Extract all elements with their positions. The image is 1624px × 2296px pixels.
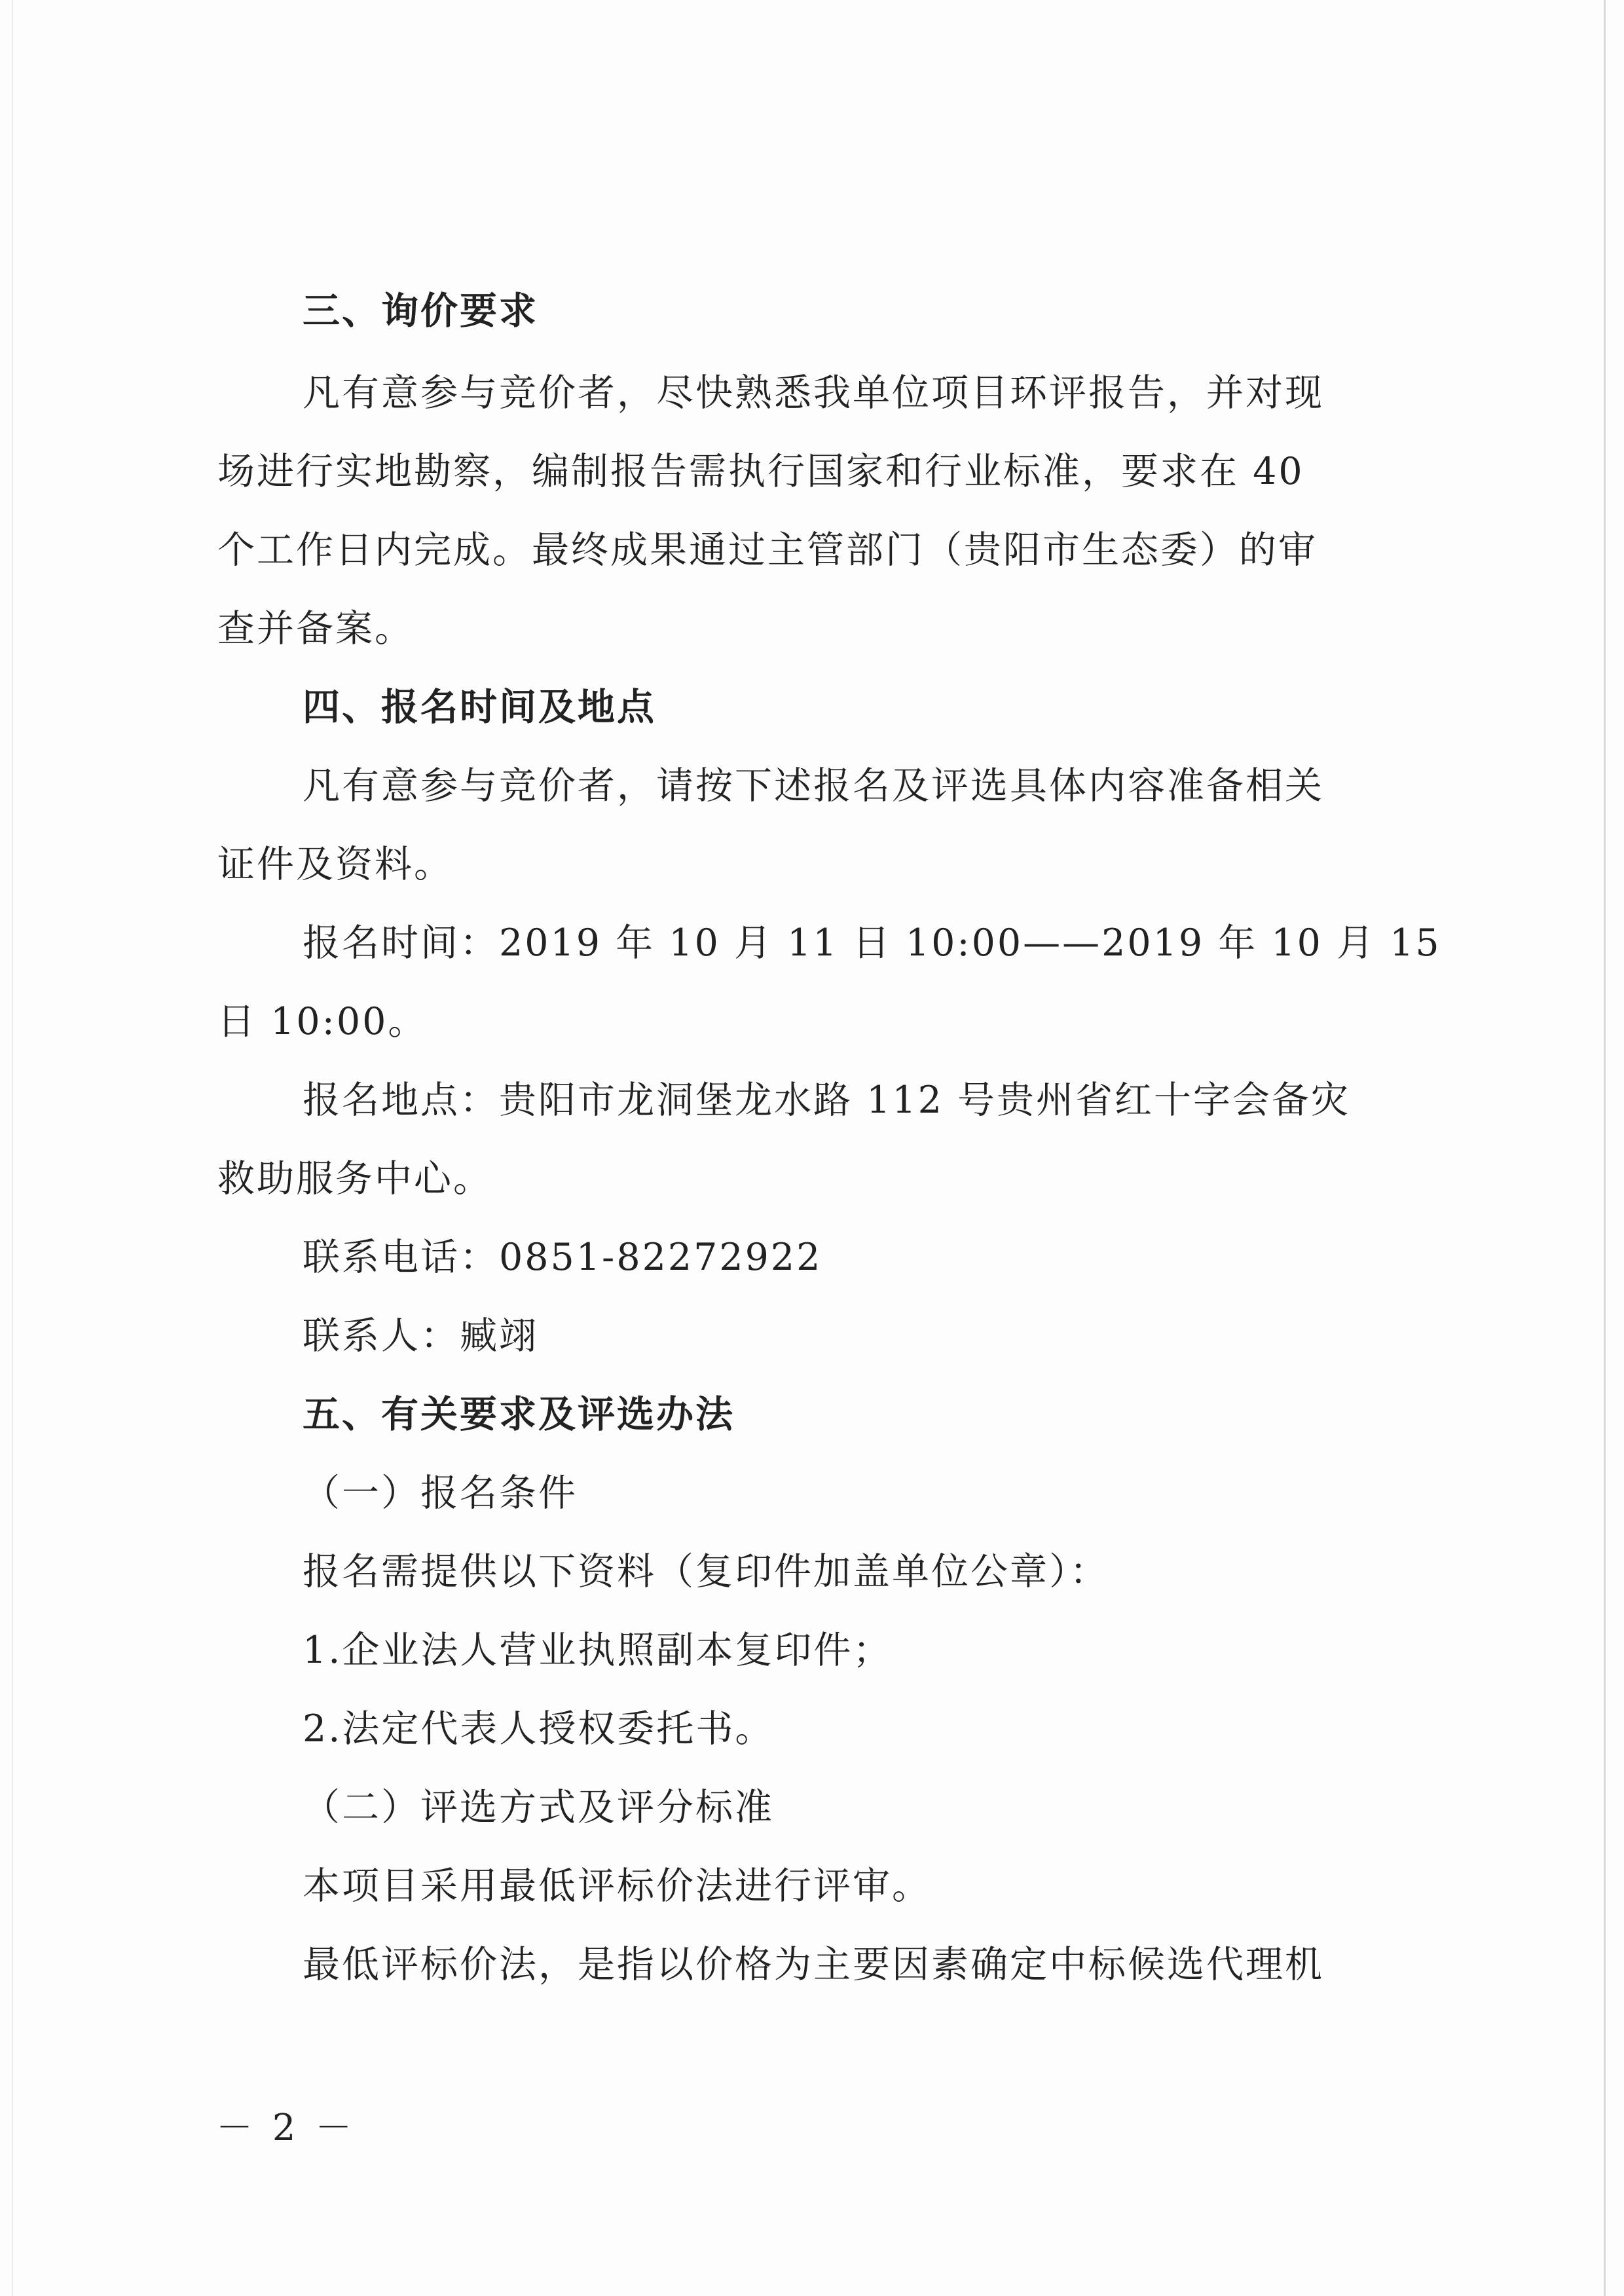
paragraph-line: 救助服务中心。 bbox=[217, 1157, 492, 1200]
registration-place: 报名地点：贵阳市龙洞堡龙水路 112 号贵州省红十字会备灾 bbox=[303, 1079, 1351, 1122]
paragraph-line: 最低评标价法，是指以价格为主要因素确定中标候选代理机 bbox=[303, 1943, 1324, 1986]
scan-edge-left bbox=[12, 0, 13, 2296]
paragraph-line: 证件及资料。 bbox=[217, 843, 453, 886]
list-item: 1.企业法人营业执照副本复印件； bbox=[303, 1629, 893, 1672]
paragraph-line: 凡有意参与竞价者，尽快熟悉我单位项目环评报告，并对现 bbox=[303, 371, 1324, 415]
subsection-heading-registration-conditions: （一）报名条件 bbox=[303, 1472, 578, 1515]
section-heading-registration-time-place: 四、报名时间及地点 bbox=[303, 686, 656, 729]
paragraph-line: 场进行实地勘察，编制报告需执行国家和行业标准，要求在 40 bbox=[217, 450, 1304, 493]
scan-edge-right bbox=[1604, 0, 1606, 2296]
contact-phone: 联系电话：0851-82272922 bbox=[303, 1236, 822, 1279]
list-item: 2.法定代表人授权委托书。 bbox=[303, 1707, 775, 1750]
contact-person: 联系人：臧翊 bbox=[303, 1314, 538, 1358]
paragraph-line: 查并备案。 bbox=[217, 607, 414, 650]
paragraph-line: 本项目采用最低评标价法进行评审。 bbox=[303, 1864, 931, 1908]
paragraph-line: 日 10:00。 bbox=[217, 1000, 428, 1043]
paragraph-line: 报名需提供以下资料（复印件加盖单位公章）： bbox=[303, 1550, 1109, 1593]
section-heading-requirements-evaluation: 五、有关要求及评选办法 bbox=[303, 1393, 735, 1436]
section-heading-inquiry-requirements: 三、询价要求 bbox=[303, 289, 538, 333]
page-number: － 2 － bbox=[216, 2107, 356, 2149]
paragraph-line: 个工作日内完成。最终成果通过主管部门（贵阳市生态委）的审 bbox=[217, 528, 1318, 572]
subsection-heading-evaluation-method: （二）评选方式及评分标准 bbox=[303, 1786, 774, 1829]
paragraph-line: 凡有意参与竞价者，请按下述报名及评选具体内容准备相关 bbox=[303, 764, 1324, 807]
registration-time: 报名时间：2019 年 10 月 11 日 10:00——2019 年 10 月 15 bbox=[303, 921, 1441, 965]
